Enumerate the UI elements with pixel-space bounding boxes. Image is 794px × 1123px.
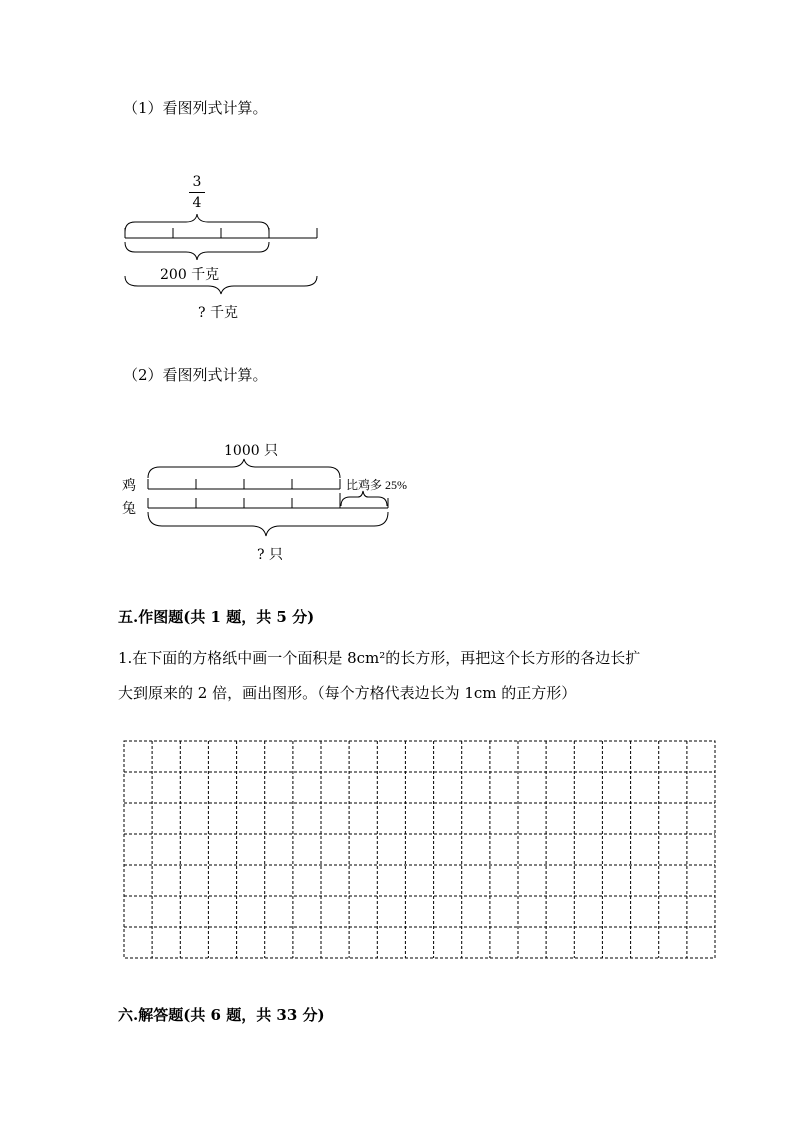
q2-title: （2）看图列式计算。 bbox=[123, 366, 268, 384]
drawing-grid bbox=[124, 741, 715, 958]
q1-label-unknown: ? 千克 bbox=[198, 305, 238, 321]
q2-label-chicken-total: 1000 只 bbox=[224, 443, 279, 459]
section5-question-line2: 大到原来的 2 倍，画出图形。（每个方格代表边长为 1cm 的正方形） bbox=[118, 684, 577, 702]
q2-label-unknown: ? 只 bbox=[257, 547, 283, 563]
q2-row-chicken: 鸡 bbox=[122, 478, 136, 494]
q1-fraction-numerator: 3 bbox=[192, 174, 202, 190]
q1-diagram bbox=[125, 214, 317, 294]
section5-heading: 五.作图题(共 1 题，共 5 分) bbox=[118, 608, 315, 626]
q2-top-brace bbox=[148, 459, 340, 478]
q2-bottom-brace bbox=[148, 512, 388, 536]
q2-row-rabbit: 兔 bbox=[122, 501, 136, 517]
section6-heading: 六.解答题(共 6 题，共 33 分) bbox=[118, 1006, 325, 1024]
q1-title: （1）看图列式计算。 bbox=[123, 99, 268, 117]
q1-top-brace bbox=[125, 214, 269, 232]
q2-extra-brace bbox=[341, 491, 387, 506]
q2-label-extra: 比鸡多 25% bbox=[346, 478, 407, 492]
q1-label-known: 200 千克 bbox=[160, 267, 220, 283]
q1-fraction-denominator: 4 bbox=[192, 195, 202, 211]
q1-bottom-brace bbox=[125, 276, 317, 294]
q2-diagram bbox=[148, 459, 388, 536]
section5-question-line1: 1.在下面的方格纸中画一个面积是 8cm²的长方形，再把这个长方形的各边长扩 bbox=[118, 649, 641, 667]
q1-mid-brace bbox=[125, 242, 269, 260]
